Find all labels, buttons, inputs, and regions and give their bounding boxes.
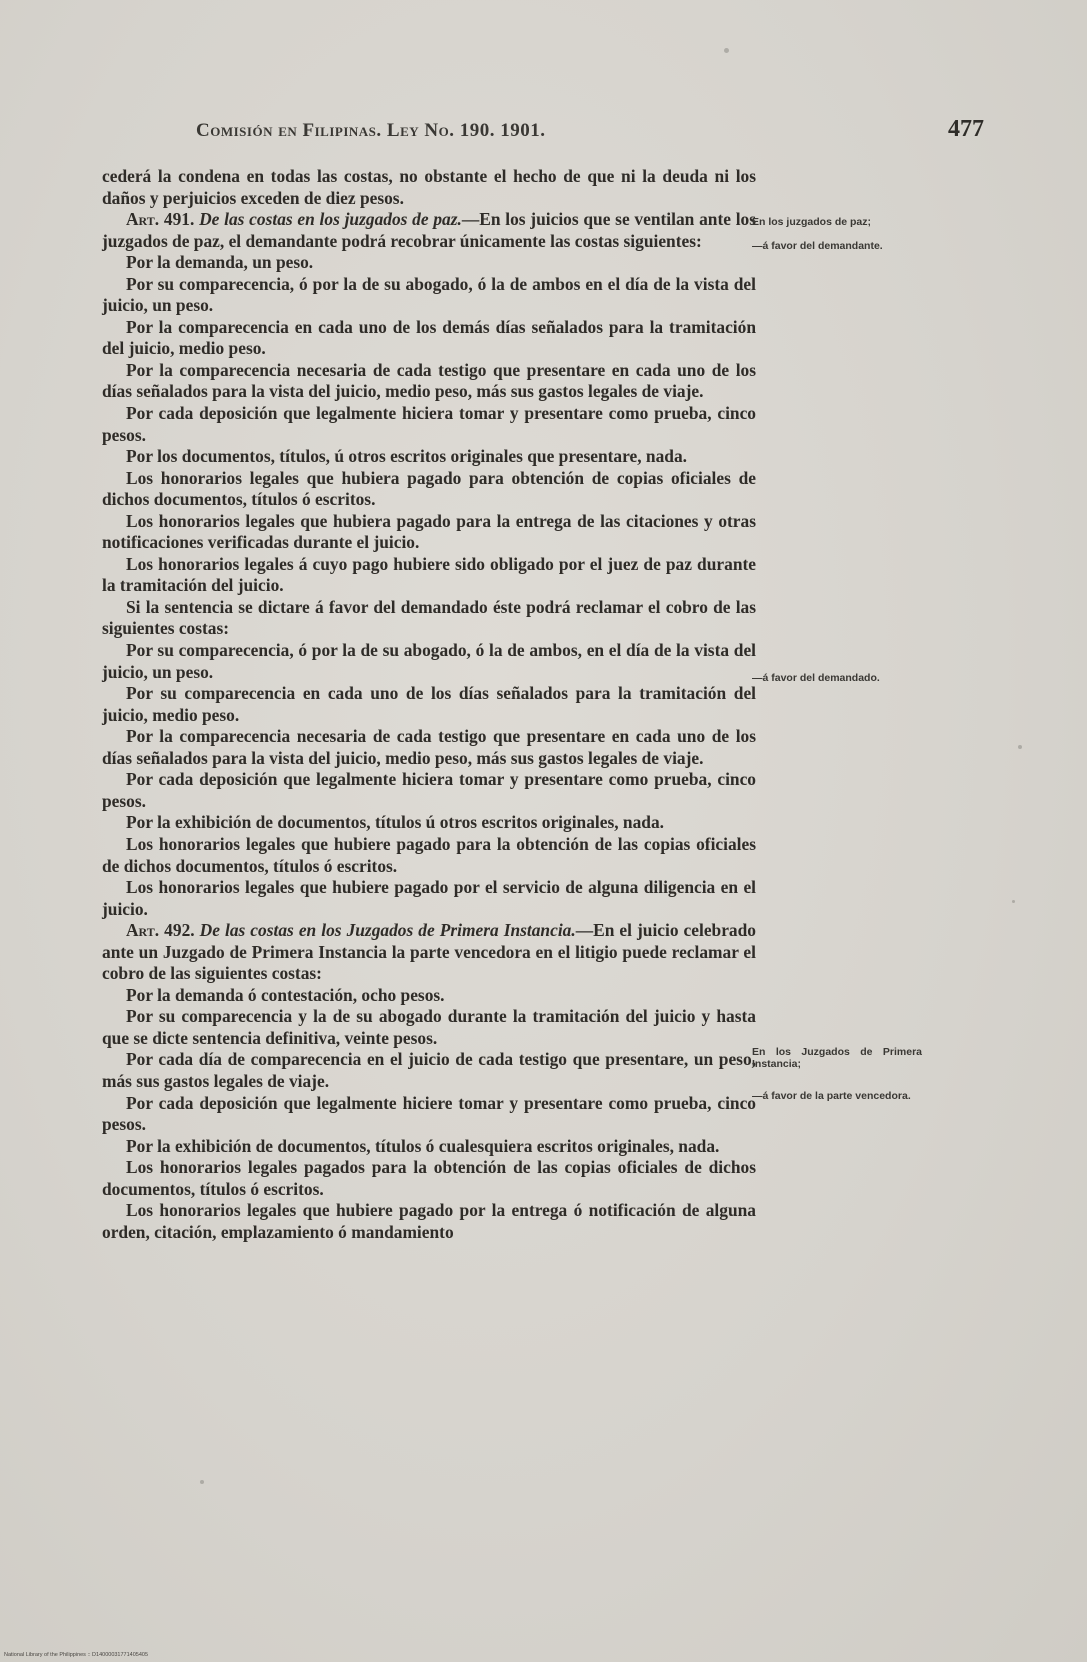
paragraph: Por la demanda, un peso. [126, 252, 314, 273]
article-paragraph [102, 209, 756, 252]
margin-note: —á favor del demandado. [752, 672, 880, 684]
footer-credit: National Library of the Philippines :: D14000031771405405 [4, 1652, 149, 1658]
page-number: 477 [948, 116, 984, 142]
paragraph: Por cada día de comparecencia en el juicio de cada testigo que presentare, un peso, más sus gastos legales de viaje. [102, 1049, 756, 1091]
paragraph: Si la sentencia se dictare á favor del demandado éste podrá reclamar el cobro de las siguientes costas: [102, 596, 756, 639]
paragraph: Por los documentos, títulos, ú otros escritos originales que presentare, nada. [126, 446, 688, 467]
paragraph: Por la exhibición de documentos, títulos ó cualesquiera escritos originales, nada. [126, 1135, 720, 1156]
article-text: —En los juicios que se ventilan ante los juzgados de paz, el demandante podrá recobrar únicamente las costas siguientes: [102, 209, 756, 251]
paragraph: Por cada deposición que legalmente hiciera tomar y presentare como prueba, cinco pesos. [102, 769, 756, 811]
article-title: De las costas en los Juzgados de Primera Instancia. [199, 920, 576, 941]
article-label: Art. 492. [126, 920, 195, 941]
margin-note: En los Juzgados de Primera Instancia; [752, 1046, 922, 1070]
paragraph: Los honorarios legales pagados para la obtención de las copias oficiales de dichos documentos, títulos ó escritos. [102, 1157, 756, 1199]
paper-speck [724, 48, 729, 53]
paper-speck [1018, 745, 1022, 749]
paragraph: Por cada deposición que legalmente hiciera tomar y presentare como prueba, cinco pesos. [102, 403, 756, 445]
article-label: Art. 491. [126, 209, 195, 230]
paragraph: Por cada deposición que legalmente hiciere tomar y presentare como prueba, cinco pesos. [102, 1092, 756, 1135]
body-text [102, 166, 756, 1243]
article-title: De las costas en los juzgados de paz. [199, 209, 462, 230]
article-text: —En el juicio celebrado ante un Juzgado de Primera Instancia la parte vencedora en el litigio puede reclamar el cobro de las siguientes costas: [102, 920, 756, 984]
paragraph: Por la comparecencia necesaria de cada testigo que presentare en cada uno de los días señalados para la vista del juicio, medio peso, más sus gastos legales de viaje. [102, 359, 756, 402]
margin-note: En los juzgados de paz; [752, 216, 872, 228]
paragraph: Por la comparecencia necesaria de cada testigo que presentare en cada uno de los días señalados para la vista del juicio, medio peso, más sus gastos legales de viaje. [102, 726, 756, 768]
paper-speck [200, 1480, 204, 1484]
paragraph: Los honorarios legales que hubiere pagado para la obtención de las copias oficiales de dichos documentos, títulos ó escritos. [102, 833, 756, 876]
paragraph: Los honorarios legales que hubiere pagado por el servicio de alguna diligencia en el juicio. [102, 877, 756, 919]
paragraph: Los honorarios legales que hubiera pagado para la entrega de las citaciones y otras notificaciones verificadas durante el juicio. [102, 510, 756, 553]
paragraph: Los honorarios legales que hubiera pagado para obtención de copias oficiales de dichos documentos, títulos ó escritos. [102, 467, 756, 510]
paragraph: Los honorarios legales á cuyo pago hubiere sido obligado por el juez de paz durante la tramitación del juicio. [102, 553, 756, 596]
paragraph: Por su comparecencia en cada uno de los días señalados para la tramitación del juicio, medio peso. [102, 683, 756, 725]
paragraph: cederá la condena en todas las costas, no obstante el hecho de que ni la deuda ni los daños y perjuicios exceden de diez pesos. [102, 166, 756, 208]
margin-note: —á favor del demandante. [752, 240, 883, 252]
paragraph: Por la exhibición de documentos, títulos ú otros escritos originales, nada. [126, 812, 664, 833]
article-paragraph [102, 920, 756, 985]
margin-note: —á favor de la parte vencedora. [752, 1090, 911, 1102]
paragraph: Por su comparecencia, ó por la de su abogado, ó la de ambos, en el día de la vista del juicio, un peso. [102, 640, 756, 682]
running-head: Comisión en Filipinas. Ley No. 190. 1901. [196, 120, 546, 141]
paragraph: Los honorarios legales que hubiere pagado por la entrega ó notificación de alguna orden, citación, emplazamiento ó mandamiento [102, 1200, 756, 1242]
paragraph: Por su comparecencia, ó por la de su abogado, ó la de ambos en el día de la vista del juicio, un peso. [102, 273, 756, 316]
paragraph: Por la demanda ó contestación, ocho pesos. [126, 984, 445, 1005]
paragraph: Por su comparecencia y la de su abogado durante la tramitación del juicio y hasta que se dicte sentencia definitiva, veinte pesos. [102, 1006, 756, 1048]
paper-speck [1012, 900, 1015, 903]
paragraph: Por la comparecencia en cada uno de los demás días señalados para la tramitación del juicio, medio peso. [102, 316, 756, 359]
